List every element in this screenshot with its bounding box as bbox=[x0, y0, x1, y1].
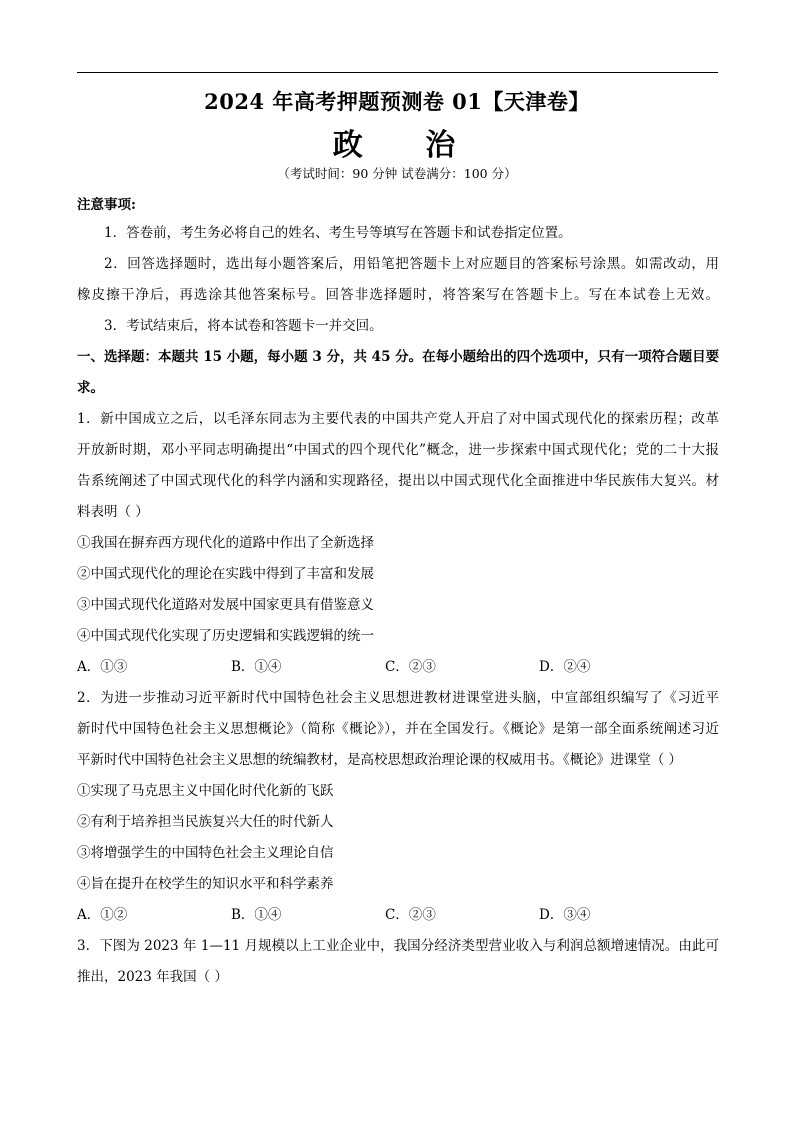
exam-title: 2024 年高考押题预测卷 01【天津卷】 bbox=[204, 89, 590, 114]
option-a: A．①② bbox=[77, 907, 128, 923]
section-heading: 一、选择题：本题共 15 小题，每小题 3 分，共 45 分。在每小题给出的四个选项中，只有一项符合题目要 bbox=[77, 349, 719, 365]
question-stem-line: 3．下图为 2023 年 1—11 月规模以上工业企业中，我国分经济类型营业收入与利润总额增速情况。由此可 bbox=[77, 938, 719, 954]
option-c: C．②③ bbox=[385, 907, 436, 923]
exam-content bbox=[77, 192, 719, 993]
option-d: D．③④ bbox=[539, 907, 591, 923]
section-heading-continued: 求。 bbox=[77, 380, 104, 396]
option-c: C．②③ bbox=[385, 659, 436, 675]
statement: ②中国式现代化的理论在实践中得到了丰富和发展 bbox=[77, 566, 374, 582]
option-a: A．①③ bbox=[77, 659, 128, 675]
question-2 bbox=[77, 683, 719, 931]
statement: ④中国式现代化实现了历史逻辑和实践逻辑的统一 bbox=[77, 628, 374, 644]
question-stem-line: 1．新中国成立之后，以毛泽东同志为主要代表的中国共产党人开启了对中国式现代化的探索历程；改革 bbox=[77, 411, 719, 427]
question-stem-line: 告系统阐述了中国式现代化的科学内涵和实现路径，提出以中国式现代化全面推进中华民族伟大复兴。材 bbox=[77, 473, 719, 489]
statement: ④旨在提升在校学生的知识水平和科学素养 bbox=[77, 876, 334, 892]
answer-options bbox=[77, 900, 719, 931]
subject-title: 政 治 bbox=[332, 128, 482, 163]
notes-heading: 注意事项: bbox=[77, 197, 136, 213]
statement: ③中国式现代化道路对发展中国家更具有借鉴意义 bbox=[77, 597, 374, 613]
header-rule bbox=[77, 72, 718, 73]
question-stem-line: 料表明（ ） bbox=[77, 504, 149, 520]
question-stem-line: 推出，2023 年我国（ ） bbox=[77, 969, 228, 985]
note-item: 3．考试结束后，将本试卷和答题卡一并交回。 bbox=[104, 318, 383, 334]
statement: ③将增强学生的中国特色社会主义理论自信 bbox=[77, 845, 334, 861]
question-3 bbox=[77, 931, 719, 993]
exam-info: （考试时间：90 分钟 试卷满分：100 分） bbox=[277, 166, 517, 181]
question-stem-line: 开放新时期，邓小平同志明确提出“中国式的四个现代化”概念，进一步探索中国式现代化；党的二十大报 bbox=[77, 442, 719, 458]
answer-options bbox=[77, 652, 719, 683]
option-d: D．②④ bbox=[539, 659, 591, 675]
note-item-continued: 橡皮擦干净后，再选涂其他答案标号。回答非选择题时，将答案写在答题卡上。写在本试卷上无效。 bbox=[77, 287, 719, 303]
statement: ②有利于培养担当民族复兴大任的时代新人 bbox=[77, 814, 334, 830]
question-stem-line: 新时代中国特色社会主义思想概论》（简称《概论》），并在全国发行。《概论》是第一部全面系统阐述习近 bbox=[77, 721, 719, 737]
option-b: B．①④ bbox=[231, 907, 282, 923]
question-stem-line: 平新时代中国特色社会主义思想的统编教材，是高校思想政治理论课的权威用书。《概论》进课堂（ ） bbox=[77, 752, 683, 768]
question-stem-line: 2．为进一步推动习近平新时代中国特色社会主义思想进教材进课堂进头脑，中宣部组织编写了《习近平 bbox=[77, 690, 719, 706]
statement: ①我国在摒弃西方现代化的道路中作出了全新选择 bbox=[77, 535, 374, 551]
note-item: 2．回答选择题时，选出每小题答案后，用铅笔把答题卡上对应题目的答案标号涂黑。如需改动，用 bbox=[104, 256, 719, 272]
statement: ①实现了马克思主义中国化时代化新的飞跃 bbox=[77, 783, 334, 799]
question-1 bbox=[77, 404, 719, 683]
note-item: 1．答卷前，考生务必将自己的姓名、考生号等填写在答题卡和试卷指定位置。 bbox=[104, 225, 572, 241]
option-b: B．①④ bbox=[231, 659, 282, 675]
